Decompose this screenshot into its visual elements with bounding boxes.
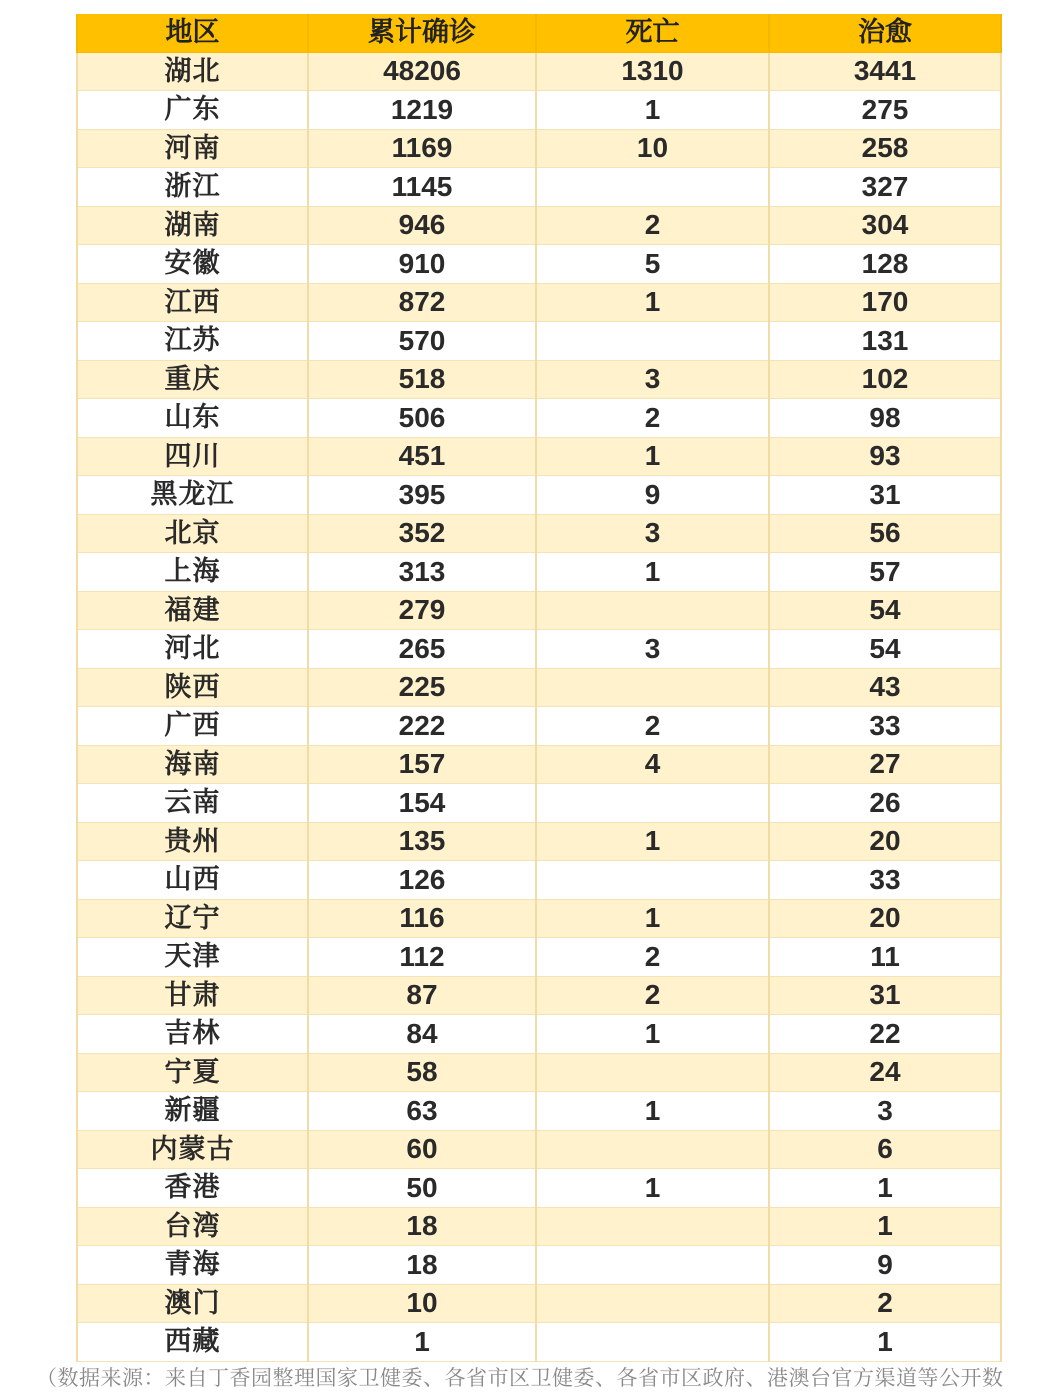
confirmed-cell: 910 <box>308 245 536 284</box>
recovered-cell: 33 <box>769 861 1001 900</box>
recovered-cell: 2 <box>769 1284 1001 1323</box>
table-row <box>77 1284 1001 1323</box>
confirmed-cell: 1219 <box>308 91 536 130</box>
confirmed-cell: 154 <box>308 784 536 823</box>
deaths-cell <box>536 1130 769 1169</box>
region-cell: 黑龙江 <box>77 476 308 515</box>
table-row <box>77 514 1001 553</box>
recovered-cell: 27 <box>769 745 1001 784</box>
recovered-cell: 22 <box>769 1015 1001 1054</box>
recovered-cell: 11 <box>769 938 1001 977</box>
deaths-cell <box>536 1053 769 1092</box>
region-cell: 香港 <box>77 1169 308 1208</box>
table-row <box>77 1323 1001 1362</box>
deaths-cell <box>536 784 769 823</box>
table-row <box>77 668 1001 707</box>
confirmed-cell: 279 <box>308 591 536 630</box>
recovered-cell: 170 <box>769 283 1001 322</box>
header-confirmed: 累计确诊 <box>308 14 536 52</box>
region-cell: 重庆 <box>77 360 308 399</box>
confirmed-cell: 313 <box>308 553 536 592</box>
table-row <box>77 1092 1001 1131</box>
confirmed-cell: 58 <box>308 1053 536 1092</box>
region-cell: 湖南 <box>77 206 308 245</box>
header-region: 地区 <box>77 14 308 52</box>
region-cell: 江西 <box>77 283 308 322</box>
confirmed-cell: 116 <box>308 899 536 938</box>
confirmed-cell: 570 <box>308 322 536 361</box>
region-cell: 云南 <box>77 784 308 823</box>
region-cell: 江苏 <box>77 322 308 361</box>
region-cell: 福建 <box>77 591 308 630</box>
recovered-cell: 31 <box>769 976 1001 1015</box>
confirmed-cell: 352 <box>308 514 536 553</box>
table-row <box>77 630 1001 669</box>
confirmed-cell: 60 <box>308 1130 536 1169</box>
table-row <box>77 129 1001 168</box>
region-cell: 辽宁 <box>77 899 308 938</box>
region-cell: 浙江 <box>77 168 308 207</box>
region-cell: 上海 <box>77 553 308 592</box>
recovered-cell: 1 <box>769 1207 1001 1246</box>
deaths-cell: 2 <box>536 206 769 245</box>
confirmed-cell: 18 <box>308 1207 536 1246</box>
recovered-cell: 93 <box>769 437 1001 476</box>
deaths-cell: 2 <box>536 707 769 746</box>
deaths-cell: 1 <box>536 283 769 322</box>
region-cell: 山东 <box>77 399 308 438</box>
recovered-cell: 327 <box>769 168 1001 207</box>
table-row <box>77 861 1001 900</box>
region-cell: 广东 <box>77 91 308 130</box>
deaths-cell: 2 <box>536 938 769 977</box>
confirmed-cell: 946 <box>308 206 536 245</box>
deaths-cell <box>536 322 769 361</box>
deaths-cell <box>536 1207 769 1246</box>
table-body <box>77 52 1001 1361</box>
deaths-cell: 2 <box>536 399 769 438</box>
table-row <box>77 91 1001 130</box>
recovered-cell: 26 <box>769 784 1001 823</box>
region-cell: 澳门 <box>77 1284 308 1323</box>
data-source-footnote: （数据来源：来自丁香园整理国家卫健委、各省市区卫健委、各省市区政府、港澳台官方渠道等公开数 <box>36 1366 1004 1390</box>
deaths-cell <box>536 591 769 630</box>
deaths-cell: 1 <box>536 553 769 592</box>
recovered-cell: 33 <box>769 707 1001 746</box>
confirmed-cell: 63 <box>308 1092 536 1131</box>
region-cell: 甘肃 <box>77 976 308 1015</box>
deaths-cell <box>536 668 769 707</box>
confirmed-cell: 10 <box>308 1284 536 1323</box>
deaths-cell: 1310 <box>536 52 769 91</box>
table-row <box>77 168 1001 207</box>
table-row <box>77 399 1001 438</box>
region-cell: 天津 <box>77 938 308 977</box>
region-cell: 四川 <box>77 437 308 476</box>
deaths-cell: 1 <box>536 822 769 861</box>
confirmed-cell: 1145 <box>308 168 536 207</box>
recovered-cell: 3441 <box>769 52 1001 91</box>
region-cell: 广西 <box>77 707 308 746</box>
confirmed-cell: 1169 <box>308 129 536 168</box>
confirmed-cell: 518 <box>308 360 536 399</box>
confirmed-cell: 84 <box>308 1015 536 1054</box>
recovered-cell: 102 <box>769 360 1001 399</box>
recovered-cell: 54 <box>769 630 1001 669</box>
deaths-cell <box>536 168 769 207</box>
table-row <box>77 437 1001 476</box>
confirmed-cell: 451 <box>308 437 536 476</box>
table-row <box>77 1015 1001 1054</box>
confirmed-cell: 225 <box>308 668 536 707</box>
deaths-cell: 1 <box>536 1015 769 1054</box>
table-row <box>77 784 1001 823</box>
region-cell: 新疆 <box>77 1092 308 1131</box>
deaths-cell <box>536 1323 769 1362</box>
confirmed-cell: 112 <box>308 938 536 977</box>
recovered-cell: 20 <box>769 899 1001 938</box>
table-row <box>77 1169 1001 1208</box>
epidemic-stats-table <box>76 14 1002 1362</box>
deaths-cell: 1 <box>536 899 769 938</box>
table-row <box>77 52 1001 91</box>
confirmed-cell: 222 <box>308 707 536 746</box>
deaths-cell: 1 <box>536 1169 769 1208</box>
table-row <box>77 1246 1001 1285</box>
confirmed-cell: 87 <box>308 976 536 1015</box>
table-row <box>77 476 1001 515</box>
header-recovered: 治愈 <box>769 14 1001 52</box>
table-row <box>77 283 1001 322</box>
region-cell: 河南 <box>77 129 308 168</box>
recovered-cell: 54 <box>769 591 1001 630</box>
confirmed-cell: 126 <box>308 861 536 900</box>
deaths-cell: 2 <box>536 976 769 1015</box>
table-row <box>77 707 1001 746</box>
recovered-cell: 6 <box>769 1130 1001 1169</box>
region-cell: 湖北 <box>77 52 308 91</box>
table-row <box>77 322 1001 361</box>
deaths-cell: 10 <box>536 129 769 168</box>
region-cell: 西藏 <box>77 1323 308 1362</box>
recovered-cell: 31 <box>769 476 1001 515</box>
deaths-cell <box>536 861 769 900</box>
region-cell: 吉林 <box>77 1015 308 1054</box>
recovered-cell: 275 <box>769 91 1001 130</box>
table-row <box>77 245 1001 284</box>
recovered-cell: 131 <box>769 322 1001 361</box>
epidemic-stats-table-wrap <box>76 14 1000 1362</box>
recovered-cell: 9 <box>769 1246 1001 1285</box>
recovered-cell: 258 <box>769 129 1001 168</box>
region-cell: 山西 <box>77 861 308 900</box>
recovered-cell: 98 <box>769 399 1001 438</box>
region-cell: 北京 <box>77 514 308 553</box>
header-deaths: 死亡 <box>536 14 769 52</box>
recovered-cell: 1 <box>769 1323 1001 1362</box>
deaths-cell: 5 <box>536 245 769 284</box>
deaths-cell: 3 <box>536 360 769 399</box>
deaths-cell: 3 <box>536 630 769 669</box>
region-cell: 河北 <box>77 630 308 669</box>
deaths-cell: 4 <box>536 745 769 784</box>
confirmed-cell: 1 <box>308 1323 536 1362</box>
table-row <box>77 899 1001 938</box>
deaths-cell: 1 <box>536 1092 769 1131</box>
region-cell: 青海 <box>77 1246 308 1285</box>
confirmed-cell: 872 <box>308 283 536 322</box>
recovered-cell: 304 <box>769 206 1001 245</box>
deaths-cell <box>536 1284 769 1323</box>
table-row <box>77 822 1001 861</box>
confirmed-cell: 157 <box>308 745 536 784</box>
region-cell: 台湾 <box>77 1207 308 1246</box>
region-cell: 安徽 <box>77 245 308 284</box>
confirmed-cell: 506 <box>308 399 536 438</box>
confirmed-cell: 50 <box>308 1169 536 1208</box>
confirmed-cell: 395 <box>308 476 536 515</box>
region-cell: 宁夏 <box>77 1053 308 1092</box>
confirmed-cell: 135 <box>308 822 536 861</box>
table-row <box>77 745 1001 784</box>
region-cell: 海南 <box>77 745 308 784</box>
table-header-row <box>77 14 1001 52</box>
recovered-cell: 1 <box>769 1169 1001 1208</box>
table-row <box>77 1130 1001 1169</box>
recovered-cell: 20 <box>769 822 1001 861</box>
deaths-cell: 1 <box>536 91 769 130</box>
region-cell: 内蒙古 <box>77 1130 308 1169</box>
deaths-cell: 9 <box>536 476 769 515</box>
confirmed-cell: 265 <box>308 630 536 669</box>
recovered-cell: 43 <box>769 668 1001 707</box>
table-row <box>77 206 1001 245</box>
table-row <box>77 976 1001 1015</box>
confirmed-cell: 18 <box>308 1246 536 1285</box>
region-cell: 贵州 <box>77 822 308 861</box>
confirmed-cell: 48206 <box>308 52 536 91</box>
table-row <box>77 553 1001 592</box>
deaths-cell: 1 <box>536 437 769 476</box>
recovered-cell: 128 <box>769 245 1001 284</box>
table-row <box>77 1053 1001 1092</box>
recovered-cell: 3 <box>769 1092 1001 1131</box>
table-row <box>77 591 1001 630</box>
deaths-cell <box>536 1246 769 1285</box>
table-row <box>77 938 1001 977</box>
deaths-cell: 3 <box>536 514 769 553</box>
recovered-cell: 24 <box>769 1053 1001 1092</box>
recovered-cell: 56 <box>769 514 1001 553</box>
table-row <box>77 1207 1001 1246</box>
recovered-cell: 57 <box>769 553 1001 592</box>
table-row <box>77 360 1001 399</box>
region-cell: 陕西 <box>77 668 308 707</box>
